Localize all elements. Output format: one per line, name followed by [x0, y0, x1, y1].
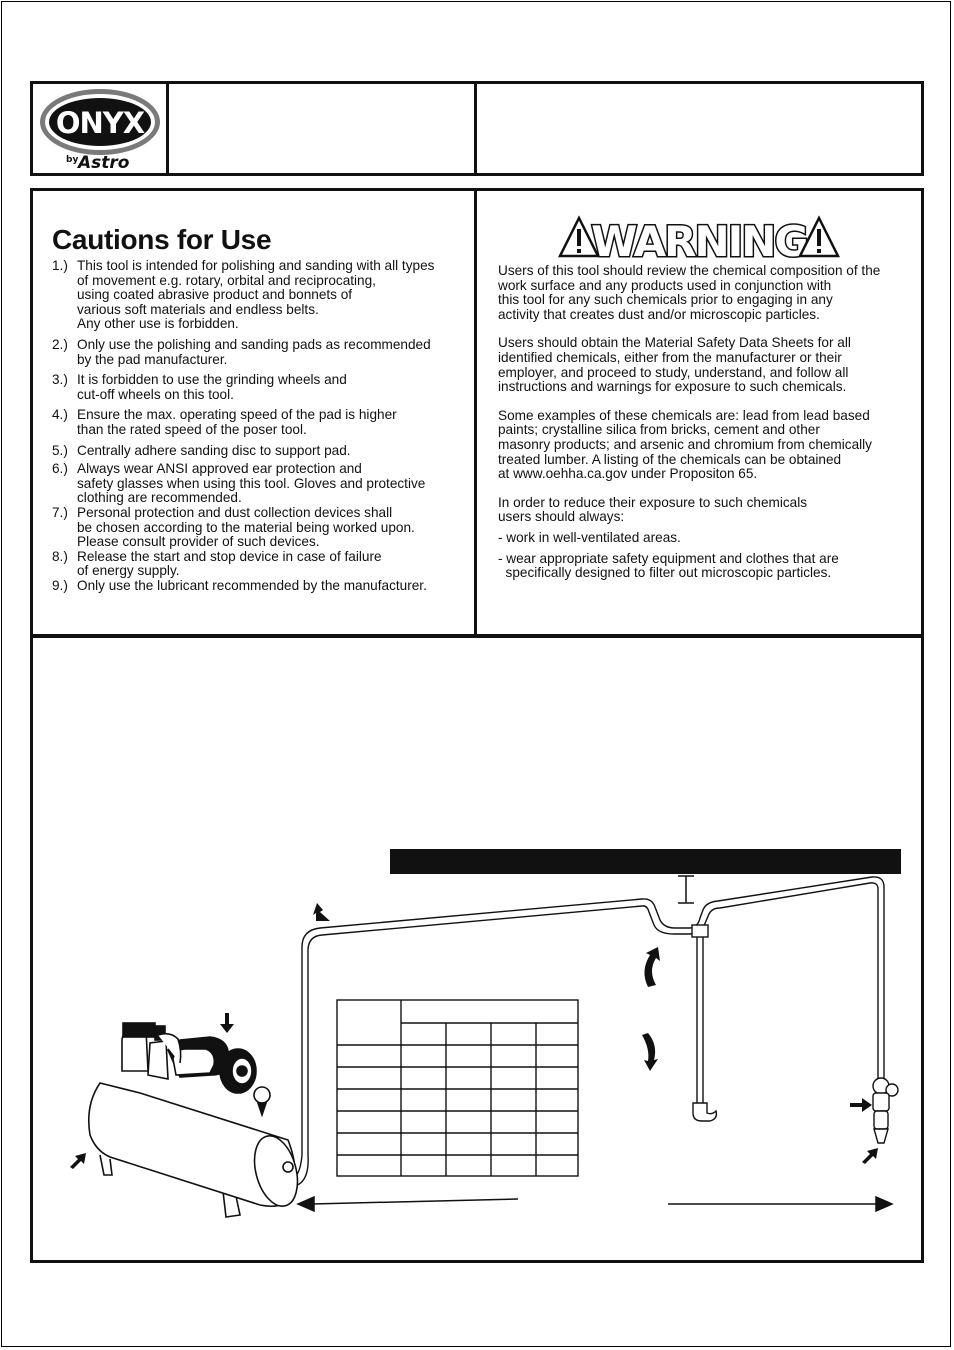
pipe-size-table	[337, 1000, 578, 1176]
caution-item	[52, 338, 472, 367]
curved-arrow-up-icon	[644, 947, 660, 987]
caution-line: of energy supply.	[77, 563, 180, 579]
warning-line: masonry products; and arsenic and chromium from chemically	[498, 436, 872, 452]
logo-maker: Astro	[78, 153, 130, 172]
caution-line: of movement e.g. rotary, orbital and reciprocating,	[77, 272, 376, 288]
air-system-diagram	[30, 635, 924, 1263]
warning-line: treated lumber. A listing of the chemicals can be obtained	[498, 451, 842, 467]
logo-by: by	[66, 155, 79, 165]
warning-line: activity that creates dust and/or microscopic particles.	[498, 306, 820, 322]
warning-paragraph	[498, 531, 910, 546]
pipe-arrow-icon	[313, 903, 330, 921]
header-divider-middle	[474, 81, 477, 176]
content-divider	[474, 188, 477, 637]
caution-number: 1.)	[52, 258, 68, 273]
warning-line: Users of this tool should review the chemical composition of the	[498, 263, 881, 278]
caution-item	[52, 579, 472, 594]
tank-arrow-icon	[70, 1153, 86, 1169]
header-bar	[390, 849, 901, 874]
cautions-list	[52, 259, 472, 593]
caution-item	[52, 373, 472, 402]
caution-number: 4.)	[52, 407, 68, 423]
height-marker	[678, 876, 694, 903]
caution-number: 5.)	[52, 442, 68, 458]
cautions-title: Cautions for Use	[52, 224, 272, 255]
caution-item	[52, 506, 472, 550]
filter-regulator	[873, 1078, 898, 1143]
curved-arrow-down-icon	[642, 1033, 658, 1071]
warning-line: - wear appropriate safety equipment and clothes that are	[498, 550, 839, 566]
caution-number: 6.)	[52, 461, 68, 477]
warning-line: Users should obtain the Material Safety Data Sheets for all	[498, 335, 851, 351]
warning-line: work surface and any products used in conjunction with	[498, 277, 832, 293]
warning-paragraph	[498, 264, 910, 322]
warning-line: users should always:	[498, 509, 625, 525]
caution-line: than the rated speed of the poser tool.	[77, 421, 307, 437]
warning-banner	[558, 214, 840, 262]
caution-line: various soft materials and endless belts.	[77, 301, 319, 317]
caution-line: Release the start and stop device in case of failure	[77, 548, 382, 564]
distance-arrow-right	[668, 1197, 892, 1211]
caution-line: safety glasses when using this tool. Gloves and protective	[77, 475, 426, 491]
warning-line: Some examples of these chemicals are: lead from lead based	[498, 407, 870, 423]
caution-line: It is forbidden to use the grinding wheels and	[77, 372, 347, 388]
warning-line: specifically designed to filter out microscopic particles.	[498, 565, 832, 581]
warning-paragraph	[498, 336, 910, 394]
warning-line: this tool for any such chemicals prior to engaging in any	[498, 292, 833, 308]
warning-paragraph	[498, 552, 910, 581]
warning-line: In order to reduce their exposure to such chemicals	[498, 494, 808, 510]
caution-line: Please consult provider of such devices.	[77, 534, 320, 550]
caution-line: Only use the polishing and sanding pads as recommended	[77, 336, 431, 352]
warning-line: at www.oehha.ca.gov under Propositon 65.	[498, 466, 758, 482]
logo-brand: ONYX	[55, 106, 145, 140]
caution-line: Only use the lubricant recommended by the manufacturer.	[77, 577, 427, 593]
caution-line: by the pad manufacturer.	[77, 351, 228, 367]
caution-number: 8.)	[52, 548, 68, 564]
caution-item	[52, 550, 472, 579]
caution-number: 3.)	[52, 372, 68, 388]
warning-line: identified chemicals, either from the manufacturer or their	[498, 349, 842, 365]
caution-line: cut-off wheels on this tool.	[77, 386, 234, 402]
air-compressor	[89, 1023, 305, 1217]
caution-line: Ensure the max. operating speed of the pad is higher	[77, 407, 397, 423]
header-divider-logo	[166, 81, 169, 176]
warning-line: employer, and proceed to study, understand, and follow all	[498, 364, 849, 380]
caution-item	[52, 444, 472, 459]
drop-outlet	[693, 1103, 716, 1121]
warning-heading: WARNING	[591, 217, 807, 262]
caution-line: be chosen according to the material being worked upon.	[77, 519, 415, 535]
compressor-arrow-icon	[220, 1013, 234, 1033]
warning-line: paints; crystalline silica from bricks, cement and other	[498, 422, 820, 438]
caution-item	[52, 462, 472, 506]
caution-number: 7.)	[52, 504, 68, 520]
caution-line: Always wear ANSI approved ear protection and	[77, 461, 362, 477]
outlet-arrow-icon	[862, 1148, 878, 1164]
caution-line: using coated abrasive product and bonnets of	[77, 287, 353, 303]
warning-text	[498, 264, 910, 581]
onyx-logo	[36, 86, 164, 172]
caution-line: This tool is intended for polishing and sanding with all types	[77, 258, 435, 273]
regulator-arrow-icon	[850, 1098, 872, 1112]
air-pipe	[288, 877, 884, 1187]
distance-arrow-left	[298, 1197, 518, 1211]
caution-item	[52, 259, 472, 332]
caution-line: Personal protection and dust collection devices shall	[77, 504, 393, 520]
caution-line: clothing are recommended.	[77, 490, 242, 506]
header-box	[30, 81, 924, 176]
warning-line: instructions and warnings for exposure to such chemicals.	[498, 379, 847, 395]
caution-line: Any other use is forbidden.	[77, 316, 239, 332]
caution-item	[52, 408, 472, 437]
caution-line: Centrally adhere sanding disc to support pad.	[77, 442, 351, 458]
caution-number: 9.)	[52, 577, 68, 593]
warning-paragraph	[498, 409, 910, 482]
caution-number: 2.)	[52, 336, 68, 352]
warning-line: - work in well-ventilated areas.	[498, 529, 681, 545]
warning-paragraph	[498, 496, 910, 525]
